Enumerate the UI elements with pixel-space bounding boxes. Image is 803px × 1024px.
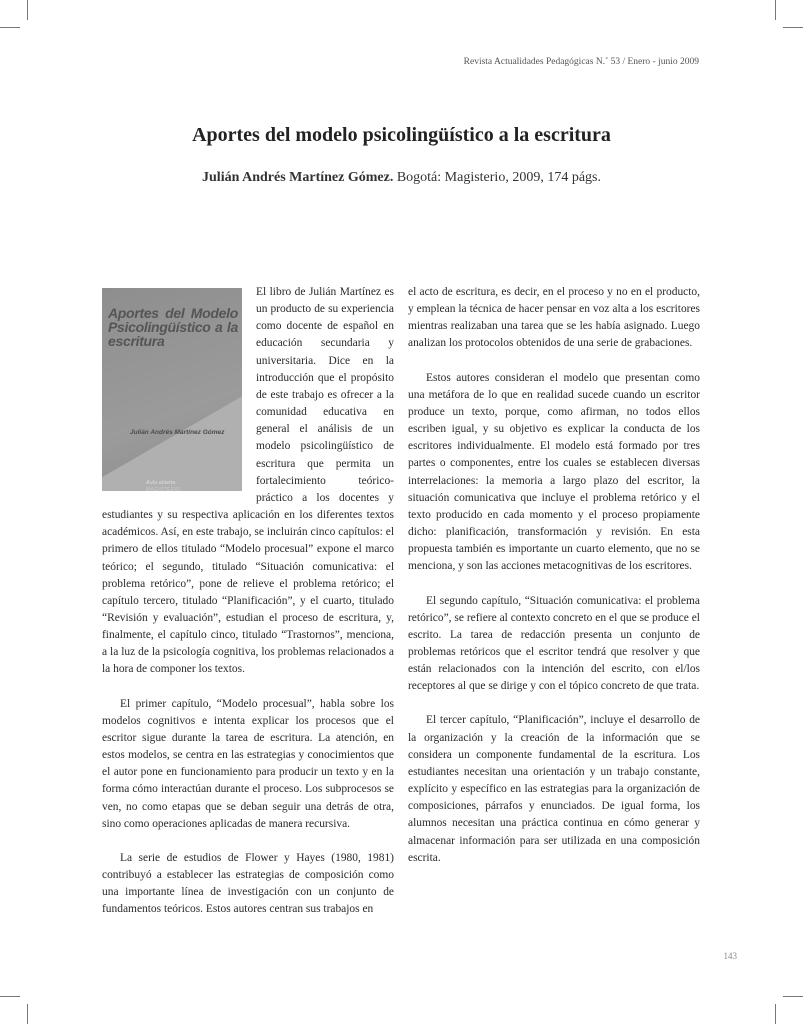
crop-mark: [27, 1004, 28, 1024]
running-header: Revista Actualidades Pedagógicas N.˚ 53 / Enero - junio 2009: [463, 57, 699, 67]
paragraph: La serie de estudios de Flower y Hayes (1980, 1981) contribuyó a establecer las estrategias de composición como una importante línea de investigación con un conjunto de fundamentos teóricos. Estos autores centran sus trabajos en: [102, 851, 394, 916]
byline: [0, 170, 803, 186]
crop-mark: [0, 27, 20, 28]
cover-series: Aula abierta: [146, 480, 176, 486]
crop-mark: [0, 996, 20, 997]
crop-mark: [783, 27, 803, 28]
left-column: [102, 284, 394, 918]
crop-mark: [27, 0, 28, 20]
book-cover-image: [102, 288, 242, 491]
crop-mark: [775, 1004, 776, 1024]
cover-title: Aportes del Modelo Psicolingüístico a la escritura: [108, 305, 238, 349]
cover-publisher: MAGISTERIO: [146, 487, 181, 491]
paragraph: Estos autores consideran el modelo que presentan como una metáfora de lo que en realidad sucede cuando un escritor produce un texto, porque, como afirman, no todos ellos escriben igual, y su objetivo es explicar la conducta de los escritores individualmente. El modelo está formado por tres partes o componentes, entre los cuales se establecen diversas interrelaciones: la memoria a largo plazo del escritor, la situación comunicativa que incluye el problema retórico y el texto producido en cada momento y el proceso propiamente dicho: planificación, transformación y revisión. En esta propuesta también es importante un cuarto elemento, que no se menciona, y son las acciones metacognitivas de los escritores.: [408, 371, 700, 573]
paragraph: el acto de escritura, es decir, en el proceso y no en el producto, y emplean la técnica de hacer pensar en voz alta a los escritores mientras realizaban una tarea que se les había asignado. Luego analizan los protocolos obtenidos de una serie de grabaciones.: [408, 286, 700, 350]
paragraph: El segundo capítulo, “Situación comunicativa: el problema retórico”, se refiere al contexto concreto en el que se produce el escrito. La tarea de redacción presenta un conjunto de problemas retóricos que el escritor tendrá que resolver y que están relacionados con la intención del escrito, con el/los receptores al que se dirige y con el tópico concreto de que trata.: [408, 594, 700, 693]
right-column: [408, 284, 700, 867]
page-number: 143: [723, 951, 737, 961]
byline-details: Bogotá: Magisterio, 2009, 174 págs.: [396, 170, 601, 185]
cover-author: Julián Andrés Martínez Gómez: [130, 429, 225, 436]
article-title: Aportes del modelo psicolingüístico a la escritura: [192, 124, 611, 146]
byline-author: Julián Andrés Martínez Gómez.: [202, 170, 394, 185]
paragraph: El primer capítulo, “Modelo procesual”, habla sobre los modelos cognitivos e intenta explicar los procesos que el escritor sigue durante la tarea de escritura. La atención, en estos modelos, se centra en las estrategias y conocimientos que el autor pone en funcionamiento para producir un texto y en la forma cómo interactúan durante el proceso. Los subprocesos se ven, no como etapas que se deban seguir una detrás de otra, sino como operaciones aplicadas de manera recursiva.: [102, 697, 394, 830]
crop-mark: [775, 0, 776, 20]
crop-mark: [783, 996, 803, 997]
paragraph: El tercer capítulo, “Planificación”, incluye el desarrollo de la organización y la creación de la información que se considera un componente fundamental de la escritura. Los estudiantes necesitan una orientación y un trabajo constante, explícito y específico en las estrategias para la organización de composiciones, párrafos y enunciados. De igual forma, los alumnos necesitan una práctica continua en cómo generar y almacenar información para ser utilizada en una composición escrita.: [408, 714, 700, 864]
paragraph: El libro de Julián Martínez es un producto de su experiencia como docente de español en educación secundaria y universitaria. Dice en la introducción que el propósito de este trabajo es ofrecer a la comunidad educativa en general el análisis de un modelo psicolingüístico de escritura que permita un fortalecimiento teórico-práctico a los docentes y estudiantes y su respectiva aplicación en los diferentes textos académicos. Así, en este trabajo, se incluirán cinco capítulos: el primero de ellos titulado “Modelo procesual” expone el marco teórico; el segundo, titulado “Situación comunicativa: el problema retórico”, pone de relieve el problema retórico; el capítulo tercero, titulado “Planificación”, y el cuarto, titulado “Revisión y evaluación”, estudian el proceso de escritura, y, finalmente, el capítulo cinco, titulado “Trastornos”, menciona, a la luz de la psicología cognitiva, los problemas relacionados a la hora de componer los textos.: [102, 286, 394, 676]
